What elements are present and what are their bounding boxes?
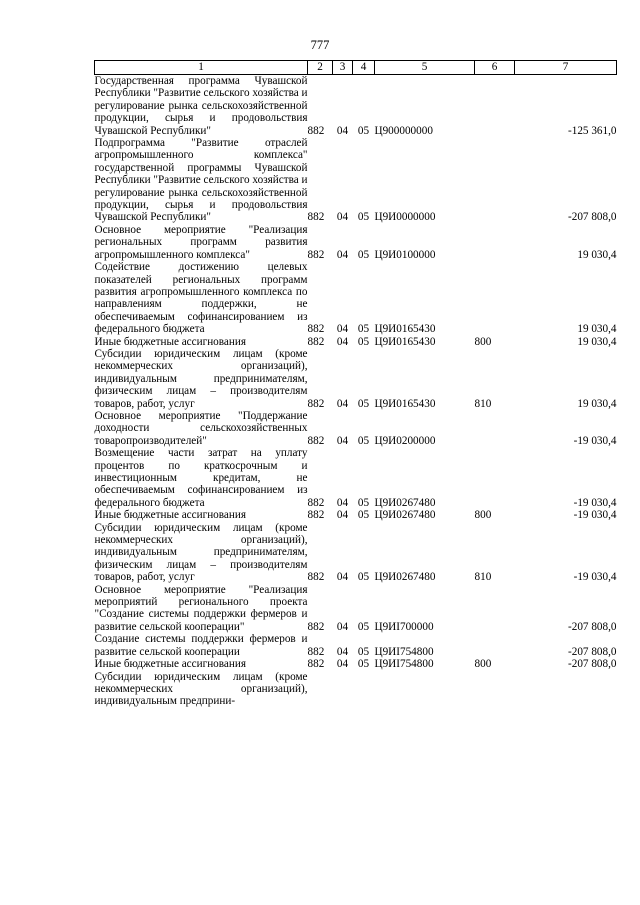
row-subsection: 05 — [357, 645, 370, 658]
row-admin-code: 882 — [307, 658, 325, 671]
row-target-article: Ц900000000 — [374, 124, 433, 137]
row-subsection: 05 — [357, 571, 370, 584]
row-subsection: 05 — [357, 509, 370, 522]
row-subsection: 05 — [357, 658, 370, 671]
row-description: Иные бюджетные ассигнования — [94, 509, 246, 522]
table-row — [95, 75, 617, 138]
row-description: Государственная программа Чувашской Республики "Развитие сельского хозяйства и регулирование рынка сельскохозяйственной продукции, сырья и продовольствия Чувашской Республики" — [94, 75, 308, 137]
table-row — [95, 633, 617, 658]
row-subsection: 05 — [357, 248, 370, 261]
row-description: Основное мероприятие "Поддержание доходности сельскохозяйственных товаропроизводителей" — [94, 409, 308, 447]
row-expense-type: 800 — [474, 335, 492, 348]
row-section: 04 — [336, 335, 349, 348]
header-row — [95, 61, 617, 75]
row-description: Содействие достижению целевых показателей региональных программ развития агропромышленного комплекса по направлениям поддержки, не обеспечиваемым софинансированием из федерального бюджета — [94, 261, 308, 336]
row-amount: -19 030,4 — [573, 509, 617, 522]
header-col-7: 7 — [515, 61, 617, 75]
row-admin-code: 882 — [307, 571, 325, 584]
table-row — [95, 410, 617, 447]
row-section: 04 — [336, 658, 349, 671]
row-expense-type — [475, 410, 515, 447]
row-expense-type — [475, 224, 515, 261]
row-section: 04 — [336, 496, 349, 509]
header-col-2: 2 — [308, 61, 333, 75]
row-subsection: 05 — [357, 434, 370, 447]
table-row — [95, 584, 617, 634]
row-amount: -207 808,0 — [568, 620, 617, 633]
row-amount — [515, 671, 617, 708]
header-col-3: 3 — [333, 61, 353, 75]
row-admin-code: 882 — [307, 496, 325, 509]
row-target-article: Ц9ИI754800 — [374, 658, 434, 671]
row-subsection: 05 — [357, 124, 370, 137]
row-amount: -207 808,0 — [568, 645, 617, 658]
row-admin-code: 882 — [307, 211, 325, 224]
row-expense-type — [475, 447, 515, 509]
row-admin-code: 882 — [307, 434, 325, 447]
row-target-article: Ц9ИI754800 — [374, 645, 434, 658]
row-description: Создание системы поддержки фермеров и развитие сельской кооперации — [94, 633, 308, 658]
row-subsection: 05 — [357, 620, 370, 633]
row-amount: 19 030,4 — [577, 248, 617, 261]
row-admin-code: 882 — [307, 248, 325, 261]
row-section: 04 — [336, 323, 349, 336]
row-description: Основное мероприятие "Реализация региональных программ развития агропромышленного комплекса" — [94, 223, 308, 261]
row-expense-type — [475, 75, 515, 138]
row-description: Основное мероприятие "Реализация мероприятий регионального проекта "Создание системы поддержки фермеров и развитие сельской кооперации" — [94, 583, 308, 633]
header-col-6: 6 — [475, 61, 515, 75]
row-amount: -19 030,4 — [573, 434, 617, 447]
row-target-article: Ц9И0165430 — [374, 335, 436, 348]
table-row — [95, 348, 617, 410]
row-target-article: Ц9И0267480 — [374, 496, 436, 509]
row-section: 04 — [336, 571, 349, 584]
row-amount: 19 030,4 — [577, 397, 617, 410]
row-expense-type: 810 — [474, 571, 492, 584]
row-target-article: Ц9И0000000 — [374, 211, 436, 224]
table-row — [95, 447, 617, 509]
row-section: 04 — [336, 124, 349, 137]
row-section: 04 — [336, 645, 349, 658]
row-target-article: Ц9ИI700000 — [374, 620, 434, 633]
row-description: Подпрограмма "Развитие отраслей агропромышленного комплекса" государственной программы Чувашской Республики "Развитие сельского хозяйства и регулирование рынка сельскохозяйственной продукции, сырья и продовольствия Чувашской Республики" — [94, 137, 308, 224]
table-row — [95, 224, 617, 261]
row-section: 04 — [336, 509, 349, 522]
row-subsection — [353, 671, 375, 708]
row-target-article: Ц9И0267480 — [374, 509, 436, 522]
table-row — [95, 522, 617, 584]
row-description: Субсидии юридическим лицам (кроме некоммерческих организаций), индивидуальным предпринимателям, физическим лицам – производителям товаров, работ, услуг — [94, 521, 308, 584]
row-amount: -207 808,0 — [568, 658, 617, 671]
row-admin-code: 882 — [307, 335, 325, 348]
row-subsection: 05 — [357, 496, 370, 509]
row-target-article: Ц9И0267480 — [374, 571, 436, 584]
row-expense-type — [475, 671, 515, 708]
row-subsection: 05 — [357, 397, 370, 410]
row-description: Субсидии юридическим лицам (кроме некоммерческих организаций), индивидуальным предприни- — [94, 670, 308, 708]
row-amount: -19 030,4 — [573, 571, 617, 584]
row-expense-type: 810 — [474, 397, 492, 410]
row-target-article: Ц9И0165430 — [374, 323, 436, 336]
row-admin-code: 882 — [307, 645, 325, 658]
row-description: Возмещение части затрат на уплату процентов по краткосрочным и инвестиционным кредитам, не обеспечиваемым софинансированием из федерального бюджета — [94, 447, 308, 509]
table-row — [95, 509, 617, 521]
row-section: 04 — [336, 620, 349, 633]
header-col-4: 4 — [353, 61, 375, 75]
row-target-article: Ц9И0100000 — [374, 248, 436, 261]
row-description: Иные бюджетные ассигнования — [94, 658, 246, 671]
row-target-article: Ц9И0165430 — [374, 397, 436, 410]
row-amount: 19 030,4 — [577, 335, 617, 348]
row-description: Субсидии юридическим лицам (кроме некоммерческих организаций), индивидуальным предпринимателям, физическим лицам – производителям товаров, работ, услуг — [94, 347, 308, 410]
row-admin-code: 882 — [307, 397, 325, 410]
row-amount: -125 361,0 — [568, 124, 617, 137]
header-col-5: 5 — [375, 61, 475, 75]
row-amount: -207 808,0 — [568, 211, 617, 224]
row-expense-type — [475, 261, 515, 335]
row-amount: -19 030,4 — [573, 496, 617, 509]
row-expense-type — [475, 137, 515, 224]
row-target-article: Ц9И0200000 — [374, 434, 436, 447]
row-expense-type: 800 — [474, 658, 492, 671]
row-amount: 19 030,4 — [577, 323, 617, 336]
row-admin-code: 882 — [307, 509, 325, 522]
row-subsection: 05 — [357, 211, 370, 224]
row-admin-code: 882 — [307, 124, 325, 137]
row-section — [333, 671, 353, 708]
budget-table — [94, 60, 617, 708]
row-description: Иные бюджетные ассигнования — [94, 335, 246, 348]
row-section: 04 — [336, 434, 349, 447]
row-expense-type — [475, 584, 515, 634]
table-row — [95, 261, 617, 335]
row-expense-type — [475, 633, 515, 658]
row-subsection: 05 — [357, 323, 370, 336]
row-admin-code: 882 — [307, 620, 325, 633]
table-row — [95, 137, 617, 224]
row-section: 04 — [336, 248, 349, 261]
row-expense-type: 800 — [474, 509, 492, 522]
header-col-1: 1 — [95, 61, 308, 75]
row-target-article — [375, 671, 475, 708]
row-section: 04 — [336, 211, 349, 224]
row-admin-code: 882 — [307, 323, 325, 336]
row-subsection: 05 — [357, 335, 370, 348]
table-row — [95, 658, 617, 670]
table-row — [95, 336, 617, 348]
row-section: 04 — [336, 397, 349, 410]
row-admin-code — [308, 671, 333, 708]
table-row — [95, 671, 617, 708]
page-number: 777 — [310, 38, 330, 52]
